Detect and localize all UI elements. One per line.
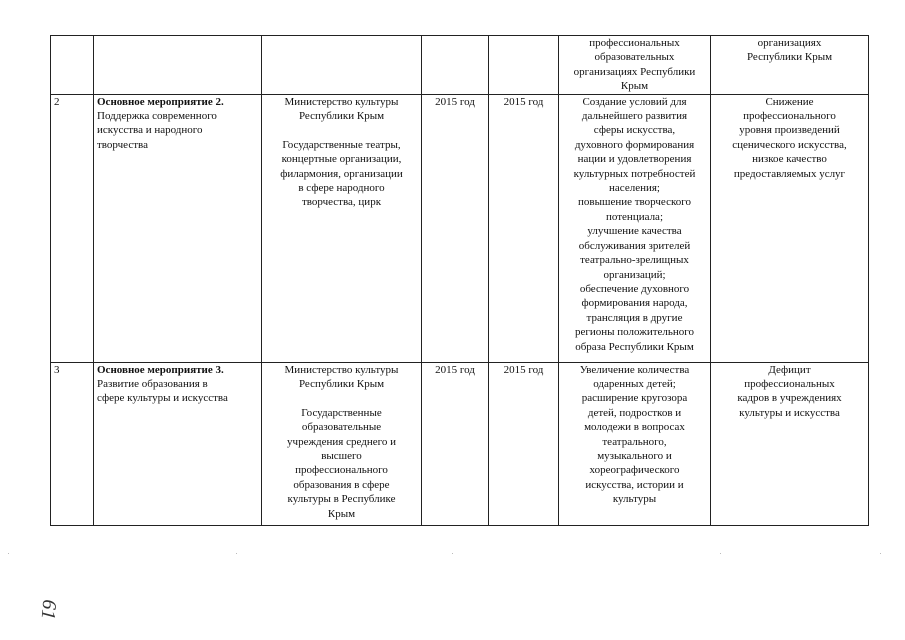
- start-year: 2015 год: [435, 95, 475, 108]
- text-line: нации и удовлетворения: [577, 153, 692, 166]
- text-line: Крым: [620, 80, 649, 93]
- cell-result: [559, 94, 711, 362]
- text-line: профессиональных: [589, 37, 680, 49]
- cell-consequence: [711, 94, 869, 362]
- text-line: образовательных: [594, 51, 675, 64]
- cell-num: [51, 94, 94, 362]
- text-line: обслуживания зрителей: [578, 239, 691, 252]
- text-line: культуры в Республике: [287, 493, 396, 506]
- scan-speck: [720, 553, 721, 554]
- text-line: образования в сфере: [293, 478, 390, 491]
- text-line: учреждения среднего и: [287, 435, 396, 448]
- text-line: концертные организации,: [281, 153, 402, 166]
- text-line: сфере культуры и искусства: [97, 392, 228, 405]
- text-line: регионы положительного: [574, 326, 695, 339]
- text-line: театрального,: [602, 435, 667, 448]
- text-line: Создание условий для: [582, 95, 687, 108]
- scan-speck: [8, 553, 9, 554]
- text-line: в сфере народного: [298, 182, 385, 195]
- cell-event: [94, 362, 262, 525]
- cell-event: [94, 94, 262, 362]
- text-line: расширение кругозора: [581, 392, 688, 405]
- text-line: культурных потребностей: [573, 167, 696, 180]
- text-line: творчества: [97, 138, 148, 151]
- cell-end: [489, 362, 559, 525]
- text-line: одаренных детей;: [593, 378, 676, 391]
- event-title: Основное мероприятие 2.: [97, 95, 224, 108]
- text-line: Республики Крым: [298, 110, 385, 123]
- text-line: Министерство культуры: [284, 95, 399, 108]
- cell-executor: [262, 36, 422, 95]
- table-row: [51, 36, 869, 95]
- end-year: 2015 год: [503, 95, 544, 108]
- text-line: образа Республики Крым: [575, 340, 694, 353]
- text-line: уровня произведений: [739, 124, 840, 137]
- start-year: 2015 год: [435, 363, 475, 376]
- measures-table: [50, 35, 869, 526]
- cell-num: [51, 362, 94, 525]
- text-line: Дефицит: [768, 363, 811, 376]
- text-line: Государственные: [301, 406, 382, 419]
- text-line: профессионального: [743, 110, 836, 123]
- text-line: населения;: [609, 182, 660, 195]
- scan-speck: [236, 553, 237, 554]
- text-line: Поддержка современного: [97, 110, 217, 123]
- cell-start: [422, 362, 489, 525]
- text-line: организаций;: [603, 268, 666, 281]
- text-line: образовательные: [301, 421, 382, 434]
- cell-start: [422, 94, 489, 362]
- cell-result: [559, 362, 711, 525]
- cell-event: [94, 36, 262, 95]
- text-line: формирования народа,: [581, 297, 688, 310]
- row-number: 2: [54, 95, 60, 108]
- spacer: [265, 391, 418, 405]
- text-line: духовного формирования: [574, 138, 695, 151]
- text-line: сферы искусства,: [593, 124, 676, 137]
- text-line: Развитие образования в: [97, 378, 208, 391]
- text-line: искусства и народного: [97, 124, 203, 137]
- scan-speck: [880, 553, 881, 554]
- text-line: музыкального и: [597, 450, 672, 463]
- cell-end: [489, 94, 559, 362]
- cell-executor: [262, 94, 422, 362]
- text-line: профессионального: [295, 464, 388, 477]
- text-line: культуры и искусства: [739, 406, 840, 419]
- cell-result: [559, 36, 711, 95]
- cell-executor: [262, 362, 422, 525]
- text-line: творчества, цирк: [301, 196, 382, 209]
- text-line: улучшение качества: [587, 225, 682, 238]
- cell-consequence: [711, 362, 869, 525]
- text-line: Республики Крым: [298, 378, 385, 391]
- page-number: 61: [36, 598, 61, 621]
- text-line: профессиональных: [744, 378, 835, 391]
- end-year: 2015 год: [503, 363, 544, 376]
- row-number: 3: [54, 363, 60, 376]
- text-line: филармония, организации: [280, 167, 403, 180]
- text-line: предоставляемых услуг: [733, 167, 846, 180]
- text-line: Республики Крым: [746, 51, 833, 64]
- spacer: [265, 123, 418, 137]
- text-line: организациях: [757, 37, 822, 49]
- cell-num: [51, 36, 94, 95]
- text-line: детей, подростков и: [587, 406, 682, 419]
- text-line: кадров в учреждениях: [737, 392, 842, 405]
- text-line: Министерство культуры: [284, 363, 399, 376]
- text-line: повышение творческого: [578, 196, 691, 209]
- cell-consequence: [711, 36, 869, 95]
- cell-end: [489, 36, 559, 95]
- event-title: Основное мероприятие 3.: [97, 363, 224, 376]
- text-line: низкое качество: [752, 153, 827, 166]
- text-line: хореографического: [589, 464, 680, 477]
- text-line: театрально-зрелищных: [580, 254, 689, 267]
- text-line: искусства, истории и: [585, 478, 684, 491]
- text-line: культуры: [612, 493, 657, 506]
- text-line: Государственные театры,: [282, 138, 401, 151]
- text-line: сценического искусства,: [732, 138, 847, 151]
- text-line: Снижение: [765, 95, 814, 108]
- text-line: организациях Республики: [573, 65, 696, 78]
- scan-speck: [452, 553, 453, 554]
- text-line: Увеличение количества: [579, 363, 690, 376]
- table-row: [51, 362, 869, 525]
- cell-start: [422, 36, 489, 95]
- text-line: молодежи в вопросах: [584, 421, 685, 434]
- text-line: трансляция в другие: [586, 311, 683, 324]
- text-line: высшего: [321, 450, 362, 463]
- text-line: обеспечение духовного: [579, 282, 690, 295]
- text-line: потенциала;: [606, 210, 663, 223]
- text-line: Крым: [327, 507, 356, 520]
- table-row: [51, 94, 869, 362]
- text-line: дальнейшего развития: [581, 110, 688, 123]
